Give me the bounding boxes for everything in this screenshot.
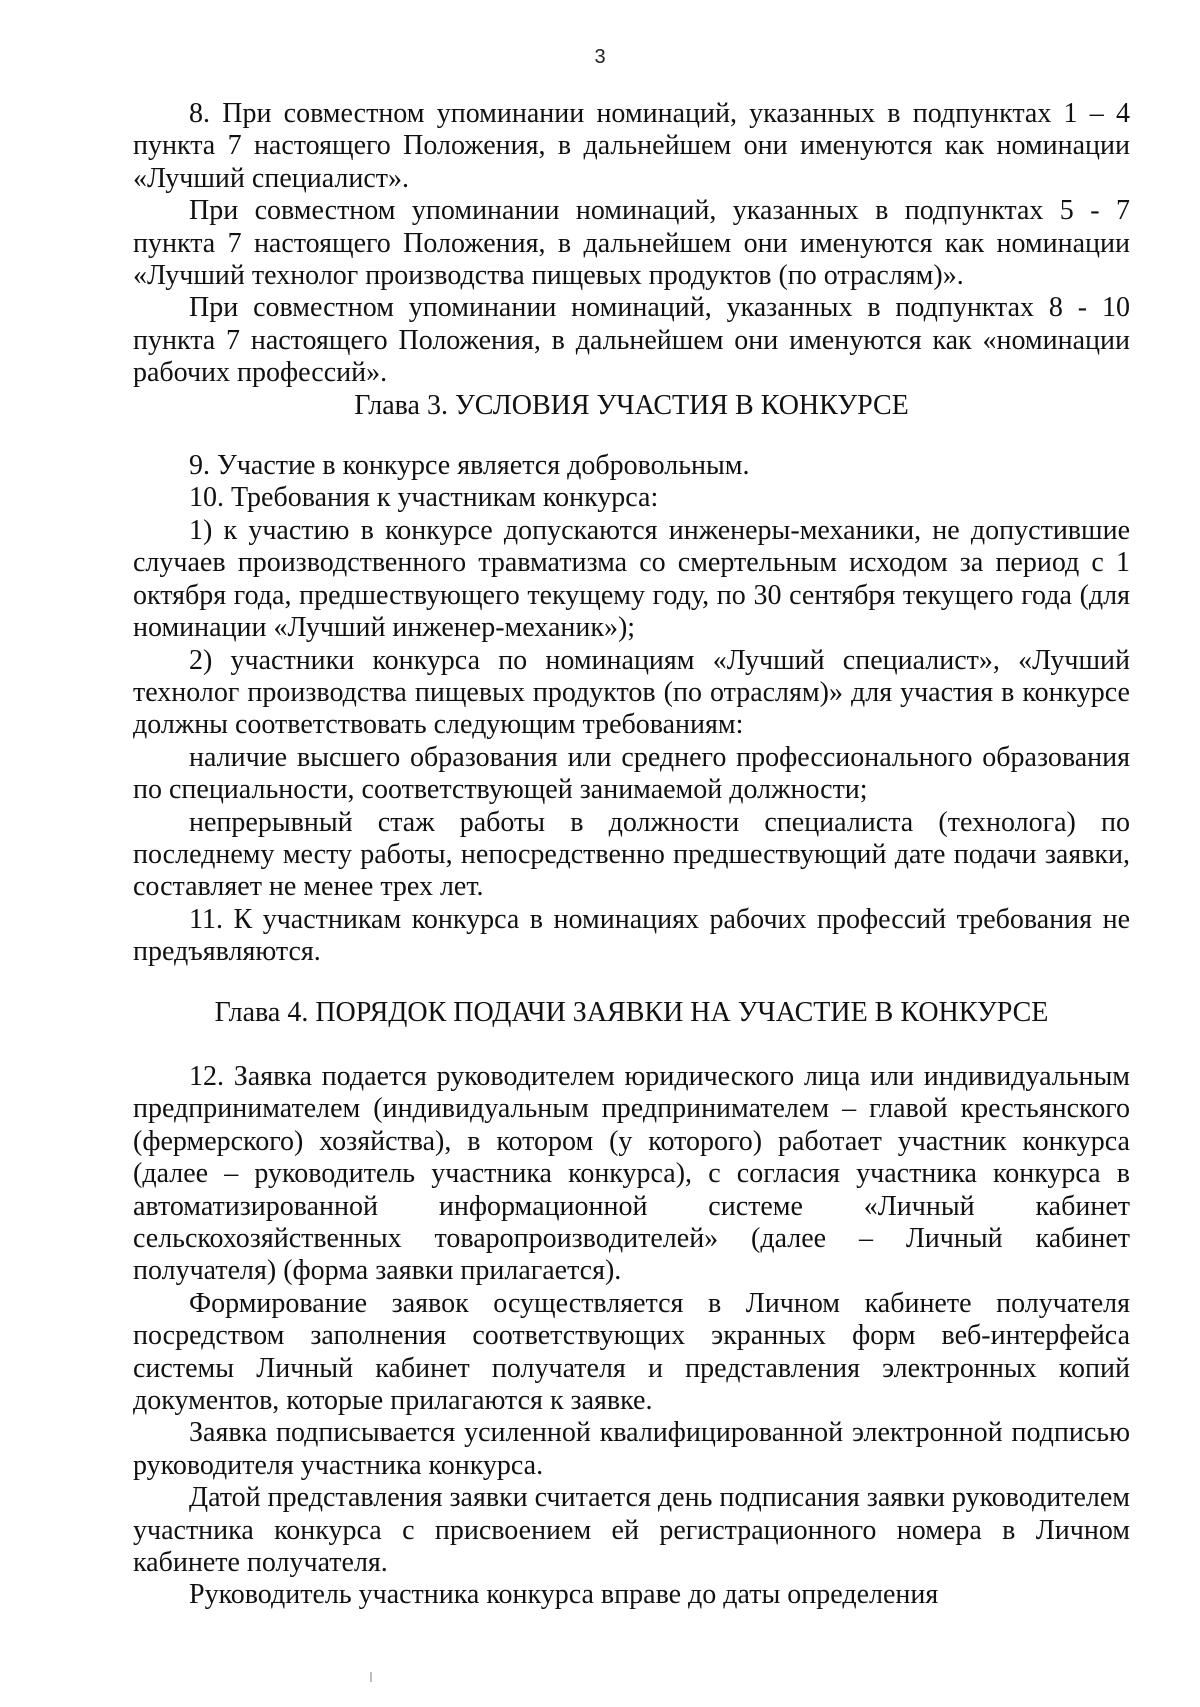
requirement-education: наличие высшего образования или среднего профессионального образования по специальности, соответствующей занимаемой должности; <box>133 741 1130 806</box>
document-body <box>133 98 1130 1612</box>
spacer <box>133 969 1130 997</box>
paragraph-12: 12. Заявка подается руководителем юридического лица или индивидуальным предпринимателем (индивидуальным предпринимателем – главой крестьянского (фермерского) хозяйства), в котором (у которого) работает участник конкурса (далее – руководитель участника конкурса), с согласия участника конкурса в автоматизированной информационной системе «Личный кабинет сельскохозяйственных товаропроизводителей» (далее – Личный кабинет получателя) (форма заявки прилагается). <box>133 1060 1130 1287</box>
paragraph-8-sub-2: При совместном упоминании номинаций, указанных в подпунктах 8 - 10 пункта 7 настоящего Положения, в дальнейшем они именуются как «номинации рабочих профессий». <box>133 292 1130 389</box>
spacer <box>133 1029 1130 1061</box>
paragraph-12-withdrawal: Руководитель участника конкурса вправе до даты определения <box>189 1579 939 1611</box>
chapter-4-heading: Глава 4. ПОРЯДОК ПОДАЧИ ЗАЯВКИ НА УЧАСТИЕ В КОНКУРСЕ <box>214 996 1049 1028</box>
paragraph-11: 11. К участникам конкурса в номинациях рабочих профессий требования не предъявляются. <box>133 903 1130 968</box>
requirement-experience: непрерывный стаж работы в должности специалиста (технолога) по последнему месту работы, непосредственно предшествующий дате подачи заявки, составляет не менее трех лет. <box>133 806 1130 903</box>
chapter-3-heading: Глава 3. УСЛОВИЯ УЧАСТИЯ В КОНКУРСЕ <box>354 389 909 421</box>
paragraph-8-sub-1: При совместном упоминании номинаций, указанных в подпунктах 5 - 7 пункта 7 настоящего Положения, в дальнейшем они именуются как номинации «Лучший технолог производства пищевых продуктов (по отраслям)». <box>133 195 1130 292</box>
paragraph-10-item-2: 2) участники конкурса по номинациям «Лучший специалист», «Лучший технолог производства пищевых продуктов (по отраслям)» для участия в конкурсе должны соответствовать следующим требованиям: <box>133 644 1130 741</box>
paragraph-10: 10. Требования к участникам конкурса: <box>189 482 659 514</box>
paragraph-12-date: Датой представления заявки считается день подписания заявки руководителем участника конкурса с присвоением ей регистрационного номера в Личном кабинете получателя. <box>133 1482 1130 1579</box>
spacer <box>133 422 1130 450</box>
scan-artifact <box>370 1672 372 1682</box>
paragraph-9: 9. Участие в конкурсе является добровольным. <box>189 450 750 482</box>
paragraph-8: 8. При совместном упоминании номинаций, указанных в подпунктах 1 – 4 пункта 7 настоящего Положения, в дальнейшем они именуются как номинации «Лучший специалист». <box>133 98 1130 194</box>
page-number: 3 <box>594 46 606 68</box>
paragraph-10-item-1: 1) к участию в конкурсе допускаются инженеры-механики, не допустившие случаев производственного травматизма со смертельным исходом за период с 1 октября года, предшествующего текущему году, по 30 сентября текущего года (для номинации «Лучший инженер-механик»); <box>133 514 1130 644</box>
paragraph-12-signature: Заявка подписывается усиленной квалифицированной электронной подписью руководителя участника конкурса. <box>133 1417 1130 1481</box>
paragraph-12-forming: Формирование заявок осуществляется в Личном кабинете получателя посредством заполнения соответствующих экранных форм веб-интерфейса системы Личный кабинет получателя и представления электронных копий документов, которые прилагаются к заявке. <box>133 1287 1130 1417</box>
